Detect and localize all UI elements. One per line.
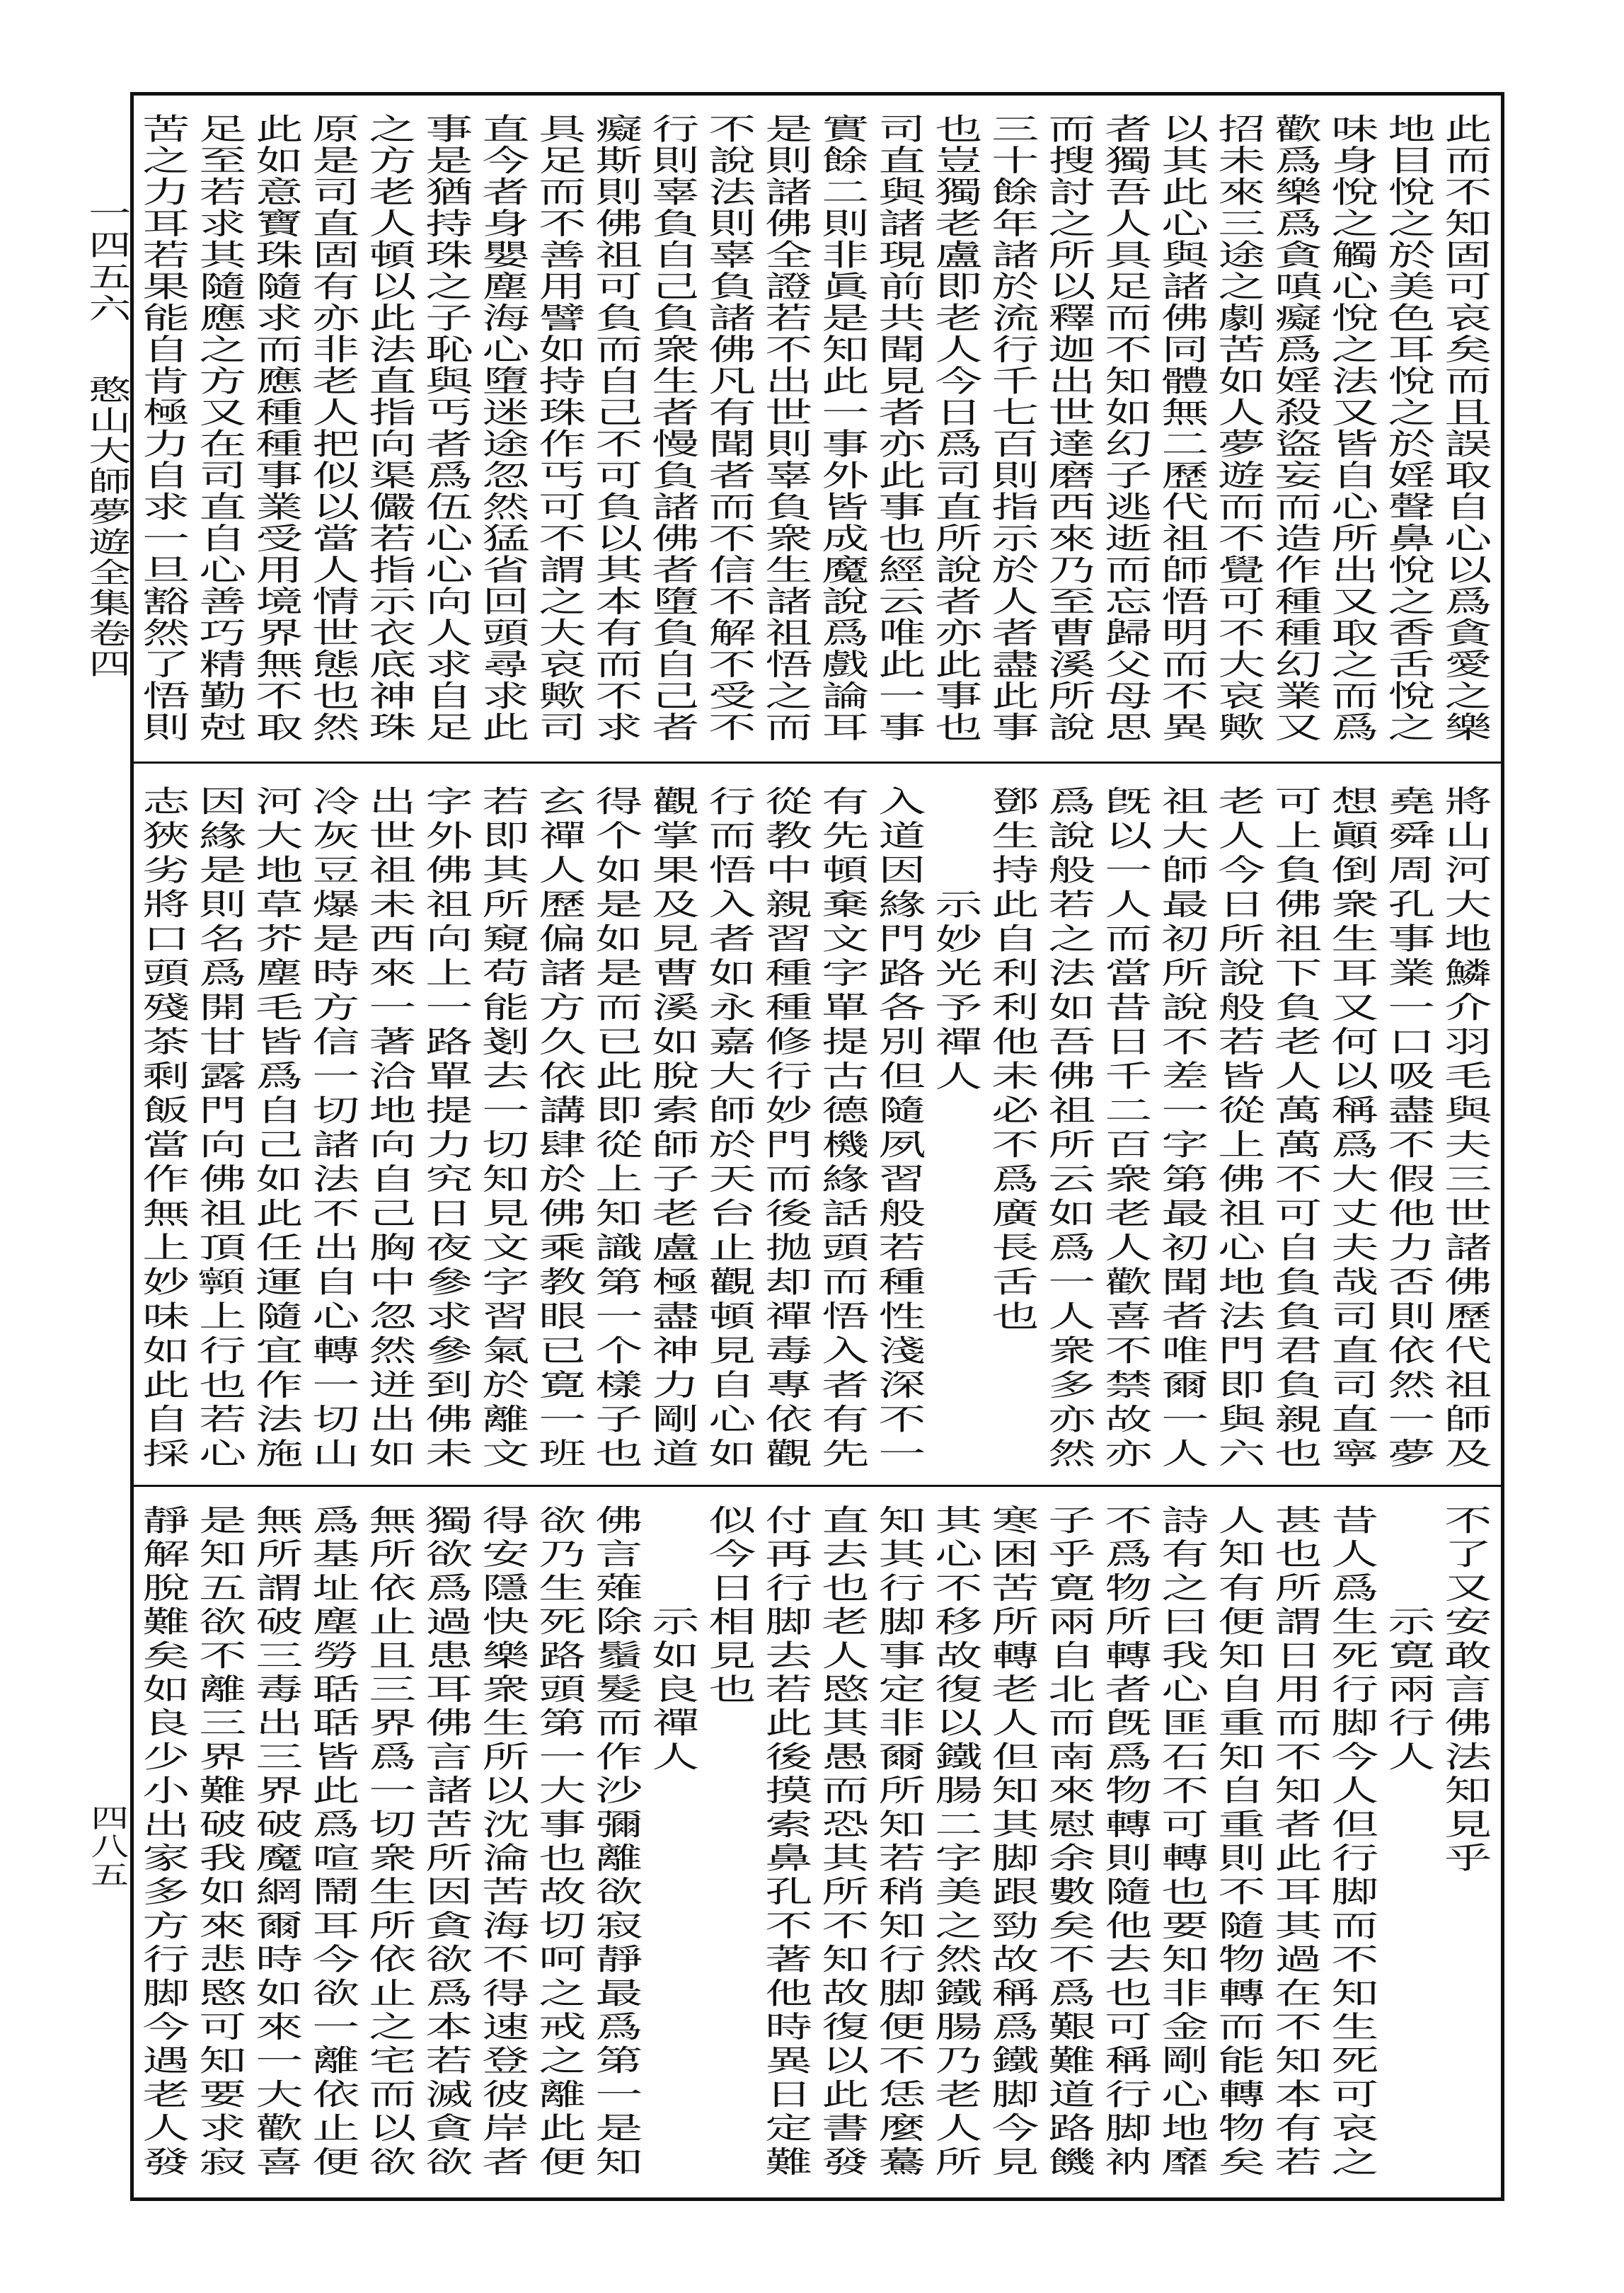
text-column: 實餘二則非眞是知此一事外皆成魔說爲戲論耳 [814, 113, 870, 743]
register-top [134, 96, 1501, 762]
section-title: 示妙光予禪人 [928, 888, 984, 1095]
text-column: 而搜討之所以釋迦出世達磨西來乃至曹溪所說 [1041, 113, 1097, 743]
text-column: 直去也老人愍其愚而恐其所不知故復以此書發 [814, 1505, 870, 2180]
text-column: 有先頓棄文字單提古德機緣話頭而悟入者有先 [814, 786, 870, 1472]
text-column: 不爲物所轉者旣爲物轉則隨他去也可稱行脚衲 [1098, 1505, 1153, 2180]
text-column: 歡爲樂爲貪嗔癡爲婬殺盜妄而造作種種幻業又 [1267, 113, 1323, 743]
text-column: 玄禪人歷偏諸方久依講肆於佛乘教眼已寛一班 [531, 786, 587, 1472]
text-column: 付再行脚去若此後摸索鼻孔不著他時異日定難 [758, 1505, 814, 2180]
text-column: 寒困苦所轉老人但知其脚跟勁故稱爲鐵脚今見 [984, 1505, 1040, 2180]
text-column: 之方老人頓以此法直指向渠儼若指示衣底神珠 [362, 113, 417, 743]
text-column: 行而悟入者如永嘉大師於天台止觀頓見自心如 [701, 786, 757, 1472]
page-frame [130, 92, 1504, 2201]
text-column: 是知五欲不離三界難破我如來悲愍可知要求寂 [192, 1505, 248, 2180]
volume-page-number: 一四五六 [81, 198, 131, 326]
text-column: 堯舜周孔事業一口吸盡不假他力否則依然一夢 [1381, 786, 1436, 1472]
text-column: 欲乃生死路頭第一大事也故切呵之戒之離此便 [531, 1505, 587, 2180]
text-column: 靜解脫難矣如良少小出家多方行脚今遇老人發 [135, 1505, 191, 2180]
text-column: 癡斯則佛祖可負而自己不可負以其本有而不求 [588, 113, 644, 743]
text-column: 出世祖未西來一著洽地向自己胸中忽然迸出如 [362, 786, 417, 1472]
text-column: 人知有便知自重知自重則不隨物轉而能轉物矣 [1211, 1505, 1267, 2180]
text-column: 苦之力耳若果能自肯極力自求一旦豁然了悟則 [135, 113, 191, 743]
text-column: 甚也所謂日用而不知者此耳其過在不知本有若 [1267, 1505, 1323, 2180]
text-column: 此如意寶珠隨求而應種種事業受用境界無不取 [248, 113, 304, 743]
text-column: 志狹劣將口頭殘茶剩飯當作無上妙味如此自採 [135, 786, 191, 1472]
text-column: 得个如是如是而已此即從上知識第一个樣子也 [588, 786, 644, 1472]
text-column: 地目悅之於美色耳悅之於婬聲鼻悅之香舌悅之 [1381, 113, 1436, 743]
text-column: 具足而不善用譬如持珠作丐可不謂之大哀歟司 [531, 113, 587, 743]
text-column: 若即其所窺苟能剗去一切知見文字習氣於離文 [475, 786, 531, 1472]
register-middle [134, 764, 1501, 1485]
text-column: 詩有之曰我心匪石不可轉也要知非金剛心地靡 [1154, 1505, 1210, 2180]
text-column: 爲說般若之法如吾佛祖所云如爲一人衆多亦然 [1041, 786, 1097, 1472]
text-column: 昔人爲生死行脚今人但行脚而不知生死可哀之 [1324, 1505, 1380, 2180]
text-column: 以其此心與諸佛同體無二歷代祖師悟明而不異 [1154, 113, 1210, 743]
text-column: 足至若求其隨應之方又在司直自心善巧精勤尅 [192, 113, 248, 743]
text-column: 從教中親習種種修行妙門而後拋却禪毒專依觀 [758, 786, 814, 1472]
text-column: 佛言薙除鬚髮而作沙彌離欲寂靜最爲第一是知 [588, 1505, 644, 2180]
text-column: 不說法則辜負諸佛凡有聞者而不信不解不受不 [701, 113, 757, 743]
text-column: 鄧生持此自利利他未必不爲廣長舌也 [984, 786, 1040, 1335]
text-column: 三十餘年諸於流行千七百則指示於人者盡此事 [984, 113, 1040, 743]
text-column: 旣以一人而當昔日千二百衆老人歡喜不禁故亦 [1098, 786, 1153, 1472]
text-column: 原是司直固有亦非老人把似以當人情世態也然 [305, 113, 361, 743]
text-column: 祖大師最初所說不差一字第最初聞者唯爾一人 [1154, 786, 1210, 1472]
text-column: 無所謂破三毒出三界破魔網爾時如來一大歡喜 [248, 1505, 304, 2180]
text-column: 知其行脚事定非爾所知若稍知行脚便不恁麼驀 [871, 1505, 927, 2180]
text-column: 無所依止且三界爲一切衆生所依止之宅而以欲 [362, 1505, 417, 2180]
text-column: 味身悅之觸心悅之法又皆自心所出又取之而爲 [1324, 113, 1380, 743]
text-column: 事是猶持珠之子恥與丐者爲伍心心向人求自足 [418, 113, 474, 743]
book-title: 憨山大師夢遊全集卷四 [81, 375, 131, 679]
section-title: 示寛兩行人 [1381, 1606, 1436, 1775]
text-column: 子乎寛兩自北而南來慰余數矣不爲艱難道路饑 [1041, 1505, 1097, 2180]
text-column: 河大地草芥塵毛皆爲自己如此任運隨宜作法施 [248, 786, 304, 1472]
text-column: 者獨吾人具足而不知如幻子逃逝而忘歸父母思 [1098, 113, 1153, 743]
text-column: 招未來三途之劇苦如人夢遊而不覺可不大哀歟 [1211, 113, 1267, 743]
text-column: 不了又安敢言佛法知見乎 [1437, 1505, 1493, 1876]
text-column: 爲基址塵勞聒聒皆此爲喧鬧耳今欲一離依止便 [305, 1505, 361, 2180]
register-bottom [134, 1487, 1501, 2197]
text-column: 獨欲爲過患耳佛言諸苦所因貪欲爲本若滅貪欲 [418, 1505, 474, 2180]
text-column: 直今者身嬰塵海心墮迷途忽然猛省回頭尋求此 [475, 113, 531, 743]
page-number: 四八五 [85, 1805, 129, 1890]
text-column: 其心不移故復以鐵腸二字美之然鐵腸乃老人所 [928, 1505, 984, 2180]
text-column: 行則辜負自己負衆生者慢負諸佛者墮負自己者 [645, 113, 701, 743]
text-column: 也豈獨老盧即老人今日爲司直所說者亦此事也 [928, 113, 984, 743]
text-column: 是則諸佛全證若不出世則辜負衆生諸祖悟之而 [758, 113, 814, 743]
text-column: 觀掌果及見曹溪如脫索師子老盧極盡神力剛道 [645, 786, 701, 1472]
text-column: 可上負佛祖下負老人萬萬不可自負負君負親也 [1267, 786, 1323, 1472]
text-column: 得安隱快樂衆生所以沈淪苦海不得速登彼岸者 [475, 1505, 531, 2180]
section-title: 示如良禪人 [645, 1606, 701, 1775]
text-column: 入道因緣門路各別但隨夙習般若種性淺深不一 [871, 786, 927, 1472]
text-column: 此而不知固可哀矣而且誤取自心以爲貪愛之樂 [1437, 113, 1493, 743]
text-column: 司直與諸現前共聞見者亦此事也經云唯此一事 [871, 113, 927, 743]
text-column: 因緣是則名爲開甘露門向佛祖頂𩕳上行也若心 [192, 786, 248, 1472]
text-column: 似今日相見也 [701, 1505, 757, 1708]
text-column: 想顚倒衆生耳又何以稱爲大丈夫哉司直司直寧 [1324, 786, 1380, 1472]
text-column: 將山河大地鱗介羽毛與夫三世諸佛歷代祖師及 [1437, 786, 1493, 1472]
text-column: 字外佛祖向上一路單提力究日夜參求參到佛未 [418, 786, 474, 1472]
text-column: 冷灰豆爆是時方信一切諸法不出自心轉一切山 [305, 786, 361, 1472]
text-column: 老人今日所說般若皆從上佛祖心地法門即與六 [1211, 786, 1267, 1472]
